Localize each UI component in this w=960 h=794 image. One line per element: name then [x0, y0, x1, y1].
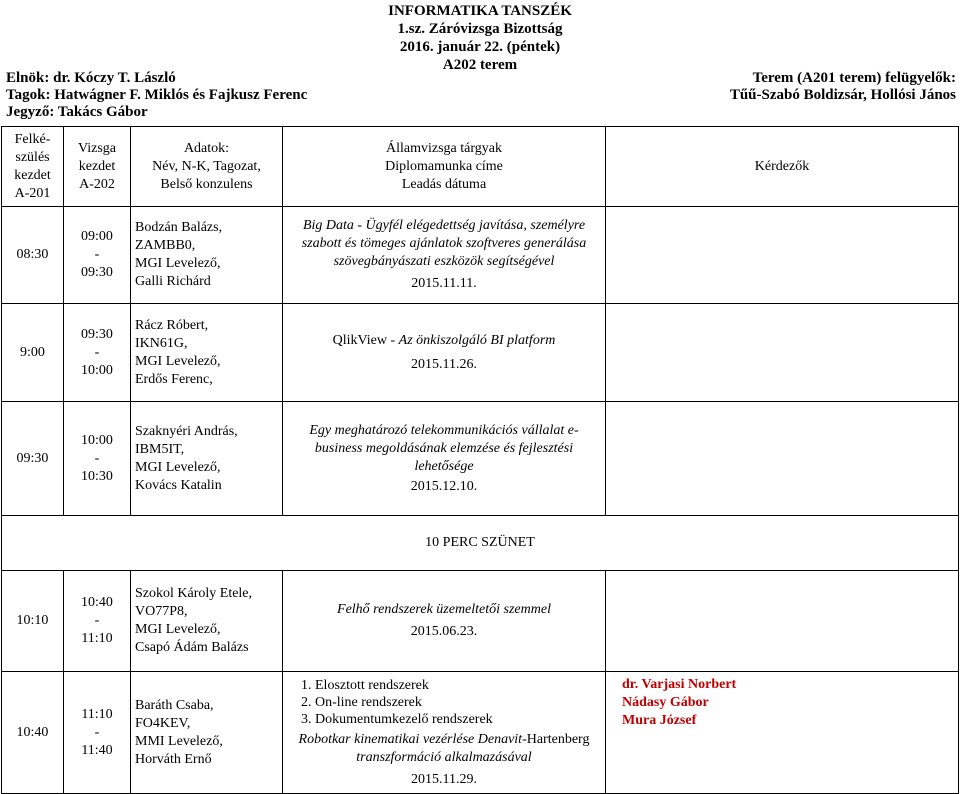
thesis-cell — [283, 402, 606, 516]
committee-members — [6, 70, 307, 121]
supervisors-names: Tűű-Szabó Boldizsár, Hollósi János — [729, 87, 956, 103]
members: Tagok: Hatwágner F. Miklós és Fajkusz Ferenc — [6, 87, 308, 103]
thesis-title: Big Data - Ügyfél elégedettség javítása, személyre szabott és tömeges ajánlatok szoftveres generálása szövegbányászati eszközök segítségével — [301, 218, 587, 269]
exam-subjects — [287, 677, 601, 728]
submission-date: 2015.06.23. — [410, 624, 478, 639]
exam-time: 10:00 - 10:30 — [64, 402, 131, 516]
prep-time: 10:10 — [2, 571, 64, 672]
submission-date: 2015.11.11. — [411, 276, 477, 291]
supervisors-title: Terem (A201 terem) felügyelők: — [752, 70, 956, 86]
questioners-cell — [606, 304, 959, 402]
prep-time: 9:00 — [2, 304, 64, 402]
questioner-name: dr. Varjasi Norbert — [622, 677, 737, 692]
thesis-cell — [283, 304, 606, 402]
questioner-name: Mura József — [622, 713, 697, 728]
col-header-questioners: Kérdezők — [606, 127, 959, 207]
col-header-exam: Vizsga kezdet A-202 — [64, 127, 131, 207]
exam-time: 09:00 - 09:30 — [64, 207, 131, 304]
table-row — [2, 402, 959, 516]
exam-date: 2016. január 22. (péntek) — [399, 39, 561, 55]
table-row — [2, 672, 959, 794]
break-row — [2, 516, 959, 571]
questioners-cell — [606, 672, 959, 794]
questioners-cell — [606, 207, 959, 304]
exam-time: 09:30 - 10:00 — [64, 304, 131, 402]
student-info: Bodzán Balázs, ZAMBB0, MGI Levelező, Galli Richárd — [131, 207, 283, 304]
thesis-cell — [283, 571, 606, 672]
submission-date: 2015.12.10. — [410, 478, 478, 494]
subject-item: 3. Dokumentumkezelő rendszerek — [315, 711, 601, 728]
submission-date: 2015.11.26. — [411, 356, 477, 372]
committee-title: 1.sz. Záróvizsga Bizottság — [397, 21, 563, 37]
exam-room: A202 terem — [442, 57, 518, 73]
thesis-title: Felhő rendszerek üzemeltetői szemmel — [337, 602, 551, 617]
questioners-cell — [606, 571, 959, 672]
table-row — [2, 304, 959, 402]
room-supervisors — [730, 70, 956, 104]
prep-time: 10:40 — [2, 672, 64, 794]
schedule-table — [1, 126, 959, 794]
thesis-title: Egy meghatározó telekommunikációs vállalat e-business megoldásának elemzése és fejlesztési lehetősége — [309, 422, 579, 474]
exam-time: 10:40 - 11:10 — [64, 571, 131, 672]
subject-item: 1. Elosztott rendszerek — [315, 677, 601, 694]
questioner-name: Nádasy Gábor — [622, 695, 709, 710]
break-label: 10 PERC SZÜNET — [2, 516, 959, 571]
header-center — [0, 2, 960, 74]
thesis-title: Robotkar kinematikai vezérlése Denavit-Hartenberg transzformáció alkalmazásával — [298, 731, 590, 765]
questioners-cell — [606, 402, 959, 516]
table-header-row — [2, 127, 959, 207]
student-info: Baráth Csaba, FO4KEV, MMI Levelező, Horváth Ernő — [131, 672, 283, 794]
prep-time: 08:30 — [2, 207, 64, 304]
department-title: INFORMATIKA TANSZÉK — [388, 3, 572, 19]
col-header-topic: Államvizsga tárgyak Diplomamunka címe Leadás dátuma — [283, 127, 606, 207]
thesis-cell — [283, 672, 606, 794]
col-header-prep: Felké- szülés kezdet A-201 — [2, 127, 64, 207]
prep-time: 09:30 — [2, 402, 64, 516]
table-row — [2, 571, 959, 672]
secretary: Jegyző: Takács Gábor — [6, 104, 148, 120]
student-info: Szaknyéri András, IBM5IT, MGI Levelező, Kovács Katalin — [131, 402, 283, 516]
thesis-title: QlikView - Az önkiszolgáló BI platform — [332, 332, 556, 348]
subject-item: 2. On-line rendszerek — [315, 694, 601, 711]
submission-date: 2015.11.29. — [411, 771, 477, 787]
table-row — [2, 207, 959, 304]
thesis-cell — [283, 207, 606, 304]
chair: Elnök: dr. Kóczy T. László — [6, 70, 176, 86]
exam-time: 11:10 - 11:40 — [64, 672, 131, 794]
student-info: Szokol Károly Etele, VO77P8, MGI Levelező, Csapó Ádám Balázs — [131, 571, 283, 672]
student-info: Rácz Róbert, IKN61G, MGI Levelező, Erdős Ferenc, — [131, 304, 283, 402]
col-header-data: Adatok: Név, N-K, Tagozat, Belső konzulens — [131, 127, 283, 207]
